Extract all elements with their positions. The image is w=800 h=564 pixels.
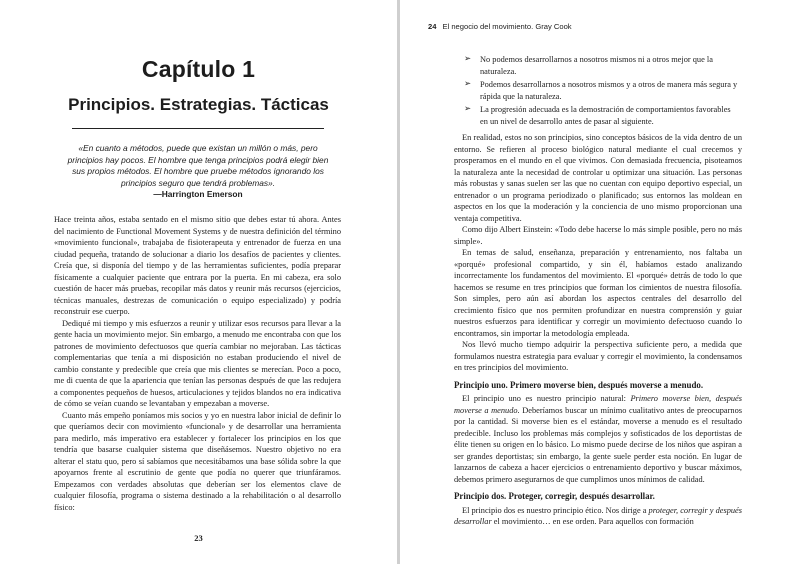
arrow-bullet-icon: ➢ (464, 79, 472, 89)
left-page (0, 0, 397, 564)
right-body-text (454, 132, 742, 528)
paragraph: Dediqué mi tiempo y mis esfuerzos a reunir y utilizar esos recursos para llevar a la gente hacia un movimiento mejor. Sin embargo, a menudo me encontraba con que los patrones de movimiento defectuosos que quería cambiar no mejoraban. Las tácticas complementarias que tenía a mi disposición no estaban produciendo el nivel de cambio constante y predecible que creía que mis clientes se merecían. Poco a poco, me di cuenta de que la apariencia que tenían las personas después de que las redujera a componentes pequeños de huesos, articulaciones y tejidos blandos no era indicativa de cómo se veían cuando se levantaban y empezaban a moverse. (54, 318, 341, 408)
epigraph-author: —Harrington Emerson (153, 189, 243, 200)
page-number: 24 (428, 22, 437, 31)
paragraph: El principio dos es nuestro principio ético. Nos dirige a proteger, corregir y después desarrollar el movimiento… en ese orden. Para aquellos con formación (454, 505, 743, 526)
list-item: ➢ Podemos desarrollarnos a nosotros mismos y a otros de manera más segura y rápida que la naturaleza. (464, 79, 738, 101)
paragraph: Nos llevó mucho tiempo adquirir la perspectiva suficiente pero, a medida que formulamos nuestra estrategia para evaluar y corregir el movimiento, la condensamos en tres principios del movimiento. (454, 340, 742, 372)
epigraph-text: «En cuanto a métodos, puede que existan un millón o más, pero principios hay pocos. El hombre que tenga principios podrá elegir bien sus propios métodos. El hombre que pruebe métodos ignorando los principios seguro que tendrá problemas». (67, 143, 329, 188)
paragraph: En realidad, estos no son principios, sino conceptos básicos de la vida dentro de un entorno. Se refieren al proceso biológico natural mediante el cual crecemos y prosperamos en el mundo en el que vivimos. Con demasiada frecuencia, pisoteamos la naturaleza ante la necesidad de controlar u optimizar una situación. Las personas más robustas y sanas suelen ser las que no cuentan con equipo deportivo especial, un entrenador o un programa periodizado o planificado; sus entornos las moldean en aspectos en los que la moderación y la conciencia de uno mismo proporcionan una ventaja competitiva. (454, 133, 742, 223)
arrow-bullet-icon: ➢ (464, 54, 472, 64)
bullet-list (464, 54, 740, 129)
epigraph (62, 143, 334, 201)
paragraph: Como dijo Albert Einstein: «Todo debe hacerse lo más simple posible, pero no más simple». (454, 225, 742, 246)
list-item: ➢ No podemos desarrollarnos a nosotros mismos ni a otros mejor que la naturaleza. (464, 54, 713, 76)
running-head (428, 22, 572, 31)
emphasis: Primero moverse bien, después moverse a menudo. (454, 394, 742, 415)
paragraph: Cuanto más empeño poníamos mis socios y yo en nuestra labor inicial de definir lo que queríamos decir con movimiento «funcional» y de desarrollar una herramienta para medirlo, más imperativo era establecer y fortalecer los principios en los que tendría que basarse cualquier sistema que diseñásemos. Nuestro objetivo no era alterar el statu quo, pero sí sabíamos que necesitábamos una base sólida sobre la que apoyarnos frente al escrutinio de gente que podía no querer que triunfáramos. Empezamos con verdades absolutas que deberían ser los elementos clave de cualquier filosofía, programa o sistema destinado a la rehabilitación o al desarrollo físico: (54, 410, 341, 512)
section-heading: Principio dos. Proteger, corregir, después desarrollar. (454, 491, 655, 501)
chapter-subtitle: Principios. Estrategias. Tácticas (68, 95, 329, 114)
running-head-title: El negocio del movimiento. Gray Cook (442, 22, 572, 31)
title-divider (72, 128, 324, 129)
chapter-title: Capítulo 1 (141, 56, 256, 82)
section-heading: Principio uno. Primero moverse bien, después moverse a menudo. (454, 379, 704, 390)
paragraph: El principio uno es nuestro principio natural: Primero moverse bien, después moverse a menudo. Deberíamos buscar un mínimo cualitativo antes de preocuparnos por la cantidad. Si moverse bien es el estándar, moverse a menudo es el resultado predecible. Incluso los problemas más complejos y sofisticados de los deportistas de élite tienen su origen en lo básico. Lo mismo puede decirse de los niños que aspiran a ser grandes deportistas; sin embargo, la gente suele perder esta noción. En lugar de lanzarnos de cabeza a hacer ejercicios o entrenamiento deportivo y buscar máximos, debemos primero asegurarnos de que cumplimos unos mínimos de calidad. (454, 394, 742, 484)
page-number: 23 (194, 533, 203, 543)
arrow-bullet-icon: ➢ (464, 104, 472, 114)
paragraph: Hace treinta años, estaba sentado en el mismo sitio que debes estar tú ahora. Antes del nacimiento de Functional Movement Systems y de nuestra definición del término «movimiento funcional», trabajaba de fisioterapeuta y entrenador de fuerza en una ciudad pequeña, tratando de solucionar a diario los desafíos de pacientes y clientes. Creía que, si disponía del tiempo y de las herramientas suficientes, podía preparar físicamente a cualquier paciente que entrara por la puerta. En mi cabeza, era solo cuestión de hacer más pruebas, recopilar más datos y reunir más recursos (ejercicios, técnicas manuales, destrezas de comunicación o equipo especializado) y podría reconstruir ese cuerpo. (54, 215, 341, 316)
right-page (400, 0, 800, 564)
left-body-text (54, 214, 341, 513)
paragraph: En temas de salud, enseñanza, preparación y entrenamiento, nos faltaba un «porqué» profesional compartido, y sin él, habíamos estado analizando incorrectamente los fundamentos del movimiento. El «porqué» detrás de todo lo que hacemos se resume en tres principios que forman los cimientos de nuestra filosofía. Son simples, pero aún así abordan los aspectos centrales del desarrollo del crecimiento físico que nos permiten profundizar en nuestra comprensión y guiar nuestros esfuerzos para identificar y corregir un movimiento defectuoso cuando lo encontramos, sin importar la metodología empleada. (454, 248, 742, 338)
list-item: ➢ La progresión adecuada es la demostración de comportamientos favorables en un nivel de desarrollo antes de pasar al siguiente. (464, 104, 731, 126)
emphasis: proteger, corregir y después desarrollar (454, 505, 743, 526)
